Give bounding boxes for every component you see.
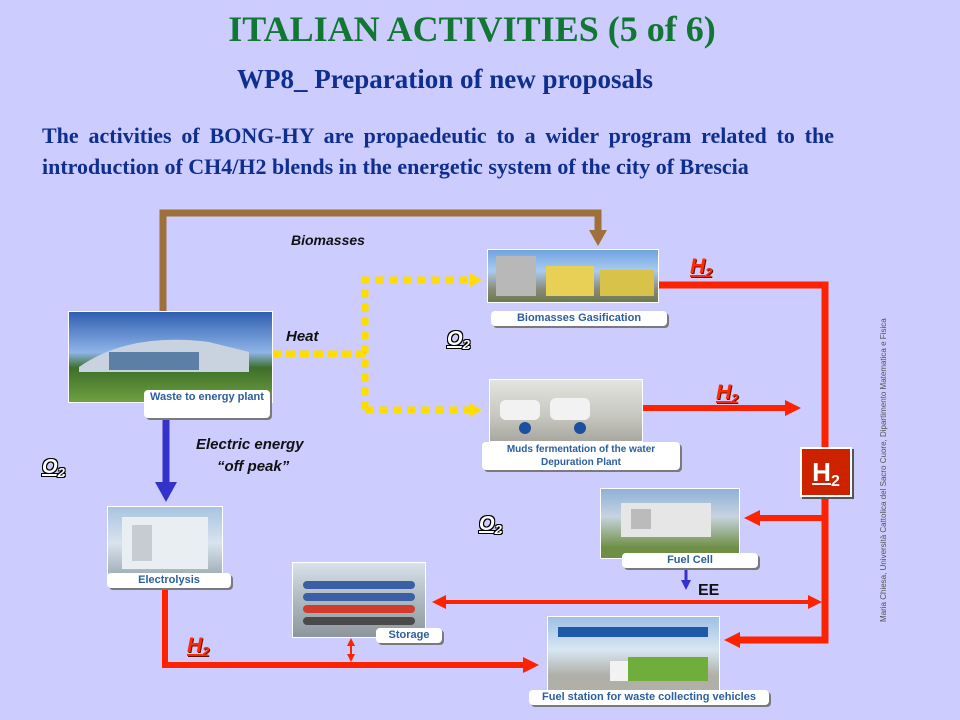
biomasses-label: Biomasses bbox=[291, 232, 365, 248]
muds-plant-photo bbox=[489, 379, 643, 442]
storage-arrow-up bbox=[347, 638, 355, 646]
waste-plant-caption: Waste to energy plant bbox=[144, 390, 270, 418]
intro-paragraph: The activities of BONG-HY are propaedeutic to a wider program related to the introduction of CH4/H2 blends in the energetic system of the city of Brescia bbox=[42, 123, 834, 179]
ee-arrowhead-left bbox=[432, 595, 446, 609]
muds-plant-caption: Muds fermentation of the water Depuration Plant bbox=[482, 442, 680, 470]
heat-arrowhead-top bbox=[470, 273, 482, 287]
o2-label-heat: $O_2$ bbox=[447, 328, 470, 352]
heat-label: Heat bbox=[286, 328, 319, 345]
storage-caption: Storage bbox=[376, 628, 442, 643]
ee-arrowhead-right bbox=[808, 595, 822, 609]
page-title: ITALIAN ACTIVITIES (5 of 6) bbox=[228, 9, 716, 49]
fuel-cell-photo bbox=[600, 488, 740, 559]
author-credit: Maria Chiesa, Università Cattolica del Sacro Cuore, Dipartimento Matematica e Fisica bbox=[879, 318, 888, 622]
electrolysis-photo bbox=[107, 506, 223, 580]
ee-label: EE bbox=[698, 582, 720, 599]
o2-label-center: $O_2$ bbox=[479, 513, 502, 537]
electric-arrowhead bbox=[155, 482, 177, 502]
fuelcell-ee-arrowhead bbox=[681, 580, 691, 590]
h2-station-arrowhead bbox=[724, 632, 740, 648]
h2-electrolysis-arrowhead bbox=[523, 657, 539, 673]
o2-label-left: $O_2$ bbox=[42, 456, 65, 480]
electric-energy-label: Electric energy bbox=[196, 436, 304, 453]
fuel-station-caption: Fuel station for waste collecting vehicles bbox=[529, 690, 769, 705]
h2-hub-box: H2 bbox=[800, 447, 852, 497]
heat-arrowhead-bottom bbox=[470, 403, 482, 417]
h2-label-muds: H2 bbox=[716, 381, 739, 406]
gasification-caption: Biomasses Gasification bbox=[491, 311, 667, 326]
fuel-cell-caption: Fuel Cell bbox=[622, 553, 758, 568]
h2-label-gasification: H2 bbox=[690, 255, 713, 280]
heat-flow-lines bbox=[272, 280, 470, 410]
biomass-arrowhead bbox=[589, 230, 607, 246]
storage-photo bbox=[292, 562, 426, 638]
h2-label-electrolysis: H2 bbox=[187, 634, 210, 659]
storage-arrow-down bbox=[347, 654, 355, 662]
gasification-photo bbox=[487, 249, 659, 303]
off-peak-label: “off peak” bbox=[217, 458, 290, 475]
h2-muds-arrowhead bbox=[785, 400, 801, 416]
electrolysis-caption: Electrolysis bbox=[107, 573, 231, 588]
h2-fuelcell-arrowhead bbox=[744, 510, 760, 526]
page-subtitle: WP8_ Preparation of new proposals bbox=[236, 64, 653, 94]
fuel-station-photo bbox=[547, 616, 720, 691]
